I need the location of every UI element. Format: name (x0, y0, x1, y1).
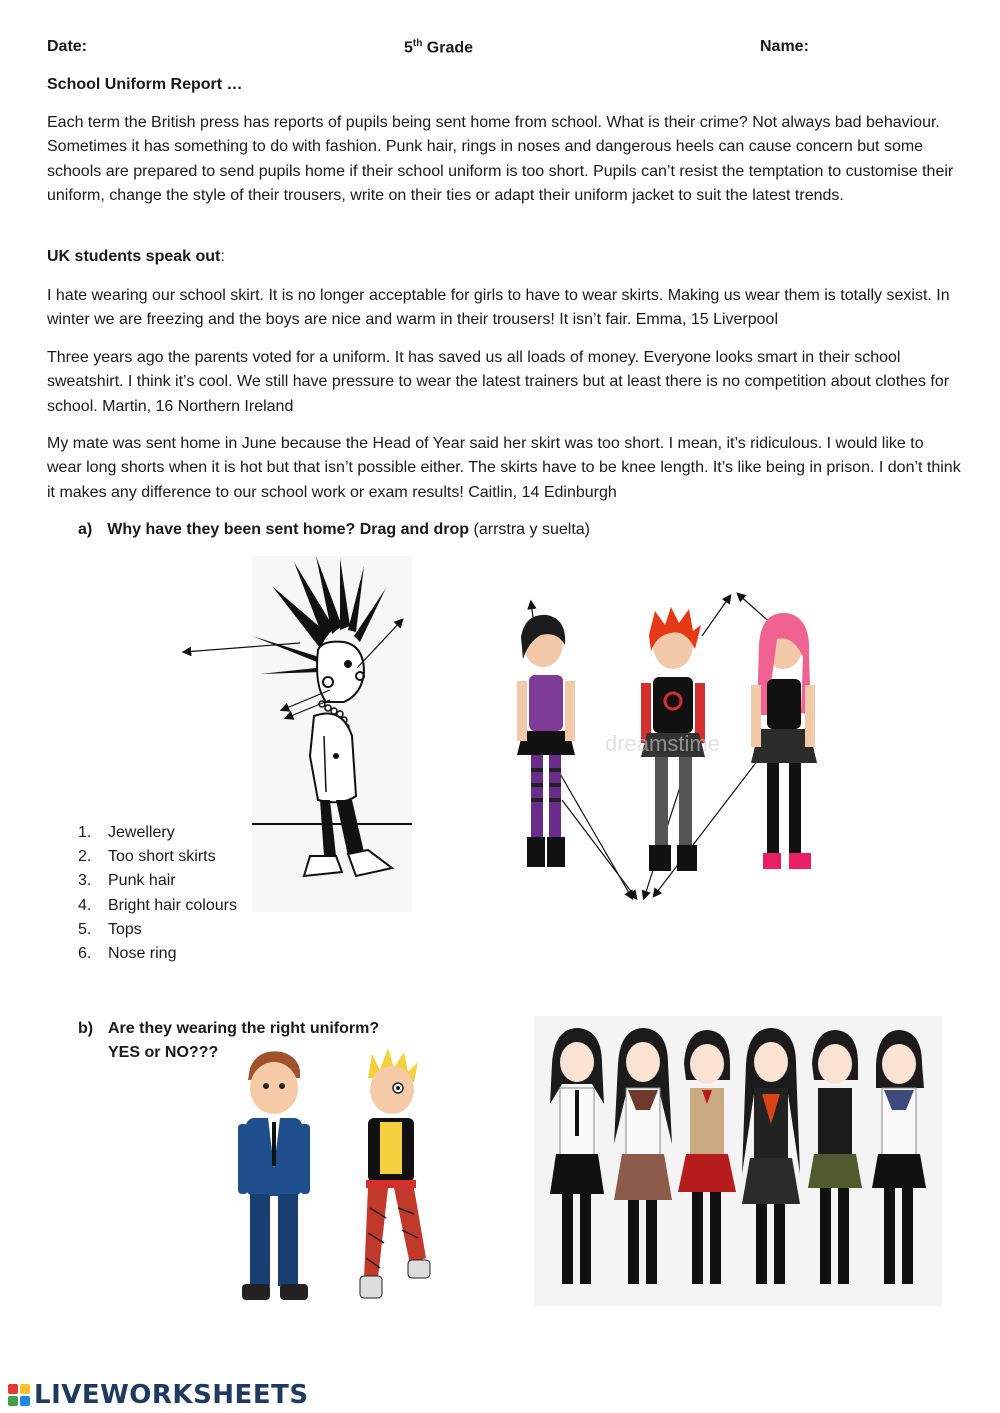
logo-tile (20, 1396, 30, 1406)
date-label: Date: (47, 38, 88, 55)
grade-number: 5 (404, 39, 413, 57)
three-girls-image (505, 605, 850, 885)
logo-tiles-icon (8, 1384, 30, 1406)
question-b-marker: b) (78, 1020, 94, 1037)
quote-emma: I hate wearing our school skirt. It is no longer acceptable for girls to have to wear skirts. Making us wear them is totally sexist. In winter we are freezing and the boys are nice and warm in their trousers! It isn’t fair. Emma, 15 Liverpool (47, 287, 950, 329)
list-item[interactable]: 2. Too short skirts (78, 848, 216, 866)
answer-options-list (78, 821, 237, 966)
list-item[interactable]: 4. Bright hair colours (78, 896, 237, 914)
anime-girls-image (534, 1016, 942, 1306)
question-a-marker: a) (78, 521, 93, 538)
list-item[interactable]: 6. Nose ring (78, 944, 177, 962)
quote-martin: Three years ago the parents voted for a uniform. It has saved us all loads of money. Everyone looks smart in their school sweatshirt. I think it’s cool. We still have pressure to wear the latest trainers but at least there is no competition about clothes for school. Martin, 16 Northern Ireland (47, 349, 950, 415)
list-item[interactable]: 3. Punk hair (78, 872, 176, 890)
logo-tile (20, 1384, 30, 1394)
question-b-line1: Are they wearing the right uniform? (108, 1020, 380, 1037)
girl-pink-hair (751, 613, 817, 869)
punk-boy (360, 1048, 430, 1298)
quote-caitlin: My mate was sent home in June because the Head of Year said her skirt was too short. I mean, it’s ridiculous. I would like to wear long shorts when it is hot but that isn’t possible either. The skirts have to be knee length. It’s like being in prison. I don’t think it makes any difference to our school work or exam results! Caitlin, 14 Edinburgh (47, 435, 961, 501)
brand-name: LIVEWORKSHEETS (34, 1380, 309, 1410)
intro-paragraph: Each term the British press has reports of pupils being sent home from school. What is their crime? Not always bad behaviour. Sometimes it has something to do with fashion. Punk hair, rings in noses and dangerous heels can cause concern but some schools are prepared to send pupils home if their school uniform is too short. Pupils can’t resist the temptation to customise their uniform, change the style of their trousers, write on their ties or adapt their uniform jacket to suit the latest trends. (47, 114, 954, 204)
grade-word: Grade (422, 39, 474, 57)
page-title: School Uniform Report … (47, 76, 243, 93)
question-b-line2: YES or NO??? (108, 1044, 219, 1061)
watermark-text: dreamstime (605, 731, 720, 756)
list-item[interactable]: 1. Jewellery (78, 824, 175, 841)
question-a-note: (arrstra y suelta) (469, 521, 590, 538)
speak-out-colon: : (220, 248, 225, 265)
two-boys-image (228, 1048, 438, 1316)
grade-suffix: th (412, 38, 423, 49)
speak-out-title: UK students speak out (47, 248, 221, 265)
logo-tile (8, 1396, 18, 1406)
boy-in-suit (238, 1051, 310, 1300)
list-item[interactable]: 5. Tops (78, 920, 142, 938)
name-label: Name: (760, 38, 809, 55)
question-a-text: Why have they been sent home? Drag and drop (107, 521, 470, 538)
liveworksheets-logo[interactable] (8, 1380, 309, 1410)
girl-black-hair (517, 615, 575, 867)
logo-tile (8, 1384, 18, 1394)
